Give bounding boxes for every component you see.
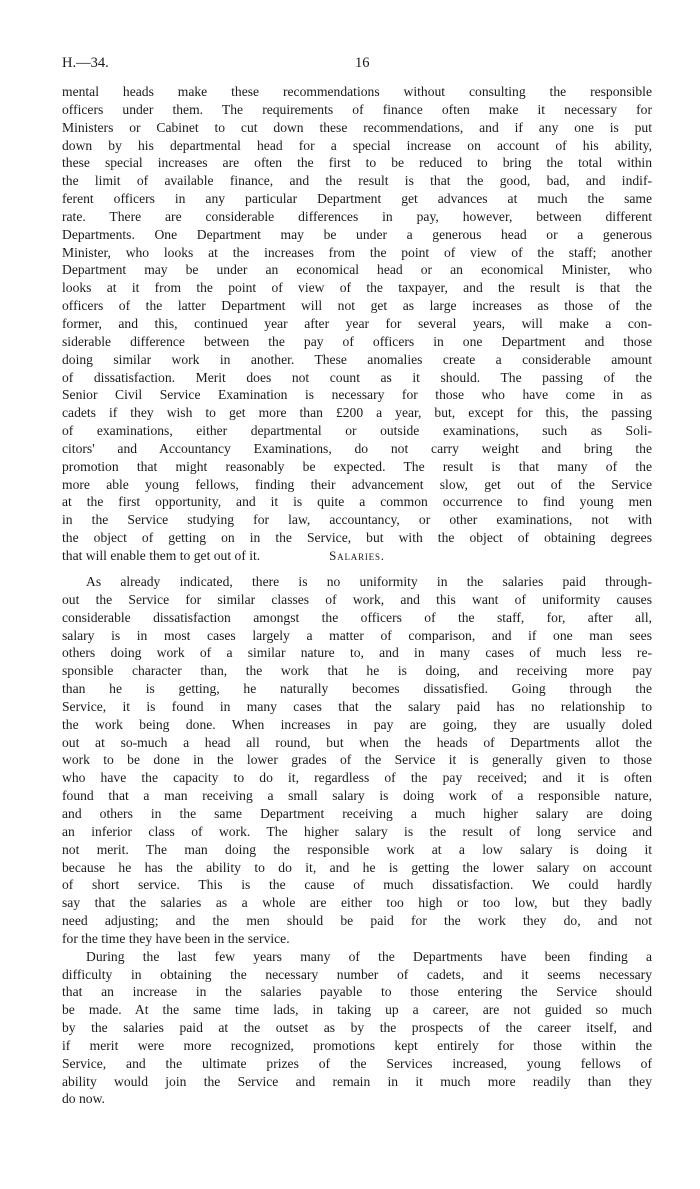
text-line: rate. There are considerable differences in pay, however, between different [62, 208, 652, 224]
text-line: officers under them. The requirements of finance often make it necessary for [62, 101, 652, 117]
text-line: Minister, who looks at the increases from the point of view of the staff; another [62, 244, 652, 260]
text-line: Service, and the ultimate prizes of the Services increased, young fellows of [62, 1055, 652, 1071]
text-line: because he has the ability to do it, and he is getting the lower salary on account [62, 859, 652, 875]
text-line: officers of the latter Department will not get as large increases as those of the [62, 298, 652, 314]
text-line: Senior Civil Service Examination is necessary for those who have come in as [62, 387, 652, 403]
text-line: more able young fellows, finding their advancement slow, get out of the Service [62, 476, 652, 492]
text-line: considerable dissatisfaction amongst the officers of the staff, for, after all, [62, 609, 652, 625]
text-line: salary is in most cases largely a matter of comparison, and if one man sees [62, 627, 652, 643]
text-line: former, and this, continued year after year for several years, will make a con- [62, 315, 652, 331]
text-line: be made. At the same time lads, in taking up a career, are not guided so much [62, 1002, 652, 1018]
text-line: promotion that might reasonably be expected. The result is that many of the [62, 458, 652, 474]
paragraph-2 [62, 573, 652, 1108]
text-line: work to be done in the lower grades of the Service it is generally given to those [62, 752, 652, 768]
text-line: the work being done. When increases in pay are going, they are usually doled [62, 716, 652, 732]
text-line: Ministers or Cabinet to cut down these recommendations, and if any one is put [62, 119, 652, 135]
text-line: sponsible character than, the work that he is doing, and receiving more pay [62, 663, 652, 679]
text-line: the object of getting on in the Service, but with the object of obtaining degrees [62, 530, 652, 546]
text-line: than he is getting, he naturally becomes dissatisfied. Going through the [62, 681, 652, 697]
text-line: if merit were more recognized, promotions kept entirely for those within the [62, 1037, 652, 1053]
text-line: these special increases are often the first to be reduced to bring the total within [62, 155, 652, 171]
text-line: by the salaries paid at the outset as by the prospects of the career itself, and [62, 1020, 652, 1036]
document-page [62, 0, 652, 1189]
text-line: Service, it is found in many cases that the salary paid has no relationship to [62, 698, 652, 714]
text-line: of short service. This is the cause of much dissatisfaction. We could hardly [62, 877, 652, 893]
text-line: of examinations, either departmental or outside examinations, such as Soli- [62, 423, 652, 439]
paragraph-1 [62, 83, 652, 565]
text-line: the limit of available finance, and the result is that the good, bad, and indif- [62, 173, 652, 189]
text-line: looks at it from the point of view of the taxpayer, and the result is that the [62, 280, 652, 296]
text-line: that an increase in the salaries payable to those entering the Service should [62, 984, 652, 1000]
text-line: doing similar work in another. These anomalies create a considerable amount [62, 351, 652, 367]
text-line: an inferior class of work. The higher salary is the result of long service and [62, 823, 652, 839]
text-line: siderable difference between the pay of officers in one Department and those [62, 333, 652, 349]
text-line: Department may be under an economical head or an economical Minister, who [62, 262, 652, 278]
text-line: out at so-much a head all round, but when the heads of Departments allot the [62, 734, 652, 750]
text-line: others doing work of a similar nature to, and in many cases of much less re- [62, 645, 652, 661]
page-number: 16 [355, 55, 370, 71]
text-line: During the last few years many of the Departments have been finding a [86, 948, 652, 964]
text-line: in the Service studying for law, accountancy, or other examinations, not with [62, 512, 652, 528]
text-line: say that the salaries as a whole are either too high or too low, but they badly [62, 895, 652, 911]
section-heading: Salaries. [329, 548, 385, 563]
text-line: found that a man receiving a small salary is doing work of a responsible nature, [62, 788, 652, 804]
text-line: at the first opportunity, and it is quite a common occurrence to find young men [62, 494, 652, 510]
text-line: ferent officers in any particular Department get advances at much the same [62, 191, 652, 207]
text-line: do now. [62, 1091, 105, 1107]
text-line: As already indicated, there is no uniformity in the salaries paid through- [86, 574, 652, 589]
text-line: that will enable them to get out of it. [62, 547, 261, 563]
text-line: down by his departmental head for a special increase on account of his ability, [62, 137, 652, 153]
text-line: of dissatisfaction. Merit does not count as it should. The passing of the [62, 369, 652, 385]
text-line: not merit. The man doing the responsible work at a low salary is doing it [62, 841, 652, 857]
text-line: for the time they have been in the service. [62, 930, 290, 946]
text-line: and others in the same Department receiving a much higher salary are doing [62, 805, 652, 821]
text-line: ability would join the Service and remain in it much more readily than they [62, 1073, 652, 1089]
text-line: difficulty in obtaining the necessary number of cadets, and it seems necessary [62, 966, 652, 982]
text-line: out the Service for similar classes of work, and this want of uniformity causes [62, 591, 652, 607]
text-line: citors' and Accountancy Examinations, do not carry weight and bring the [62, 440, 652, 456]
text-line: cadets if they wish to get more than £200 a year, but, except for this, the passing [62, 405, 652, 421]
document-number: H.—34. [62, 55, 109, 71]
text-line: need adjusting; and the men should be paid for the work they do, and not [62, 913, 652, 929]
text-line: who have the capacity to do it, regardless of the pay received; and it is often [62, 770, 652, 786]
text-line: mental heads make these recommendations without consulting the responsible [62, 84, 652, 99]
running-head [62, 55, 652, 75]
text-line: Departments. One Department may be under a generous head or a generous [62, 226, 652, 242]
